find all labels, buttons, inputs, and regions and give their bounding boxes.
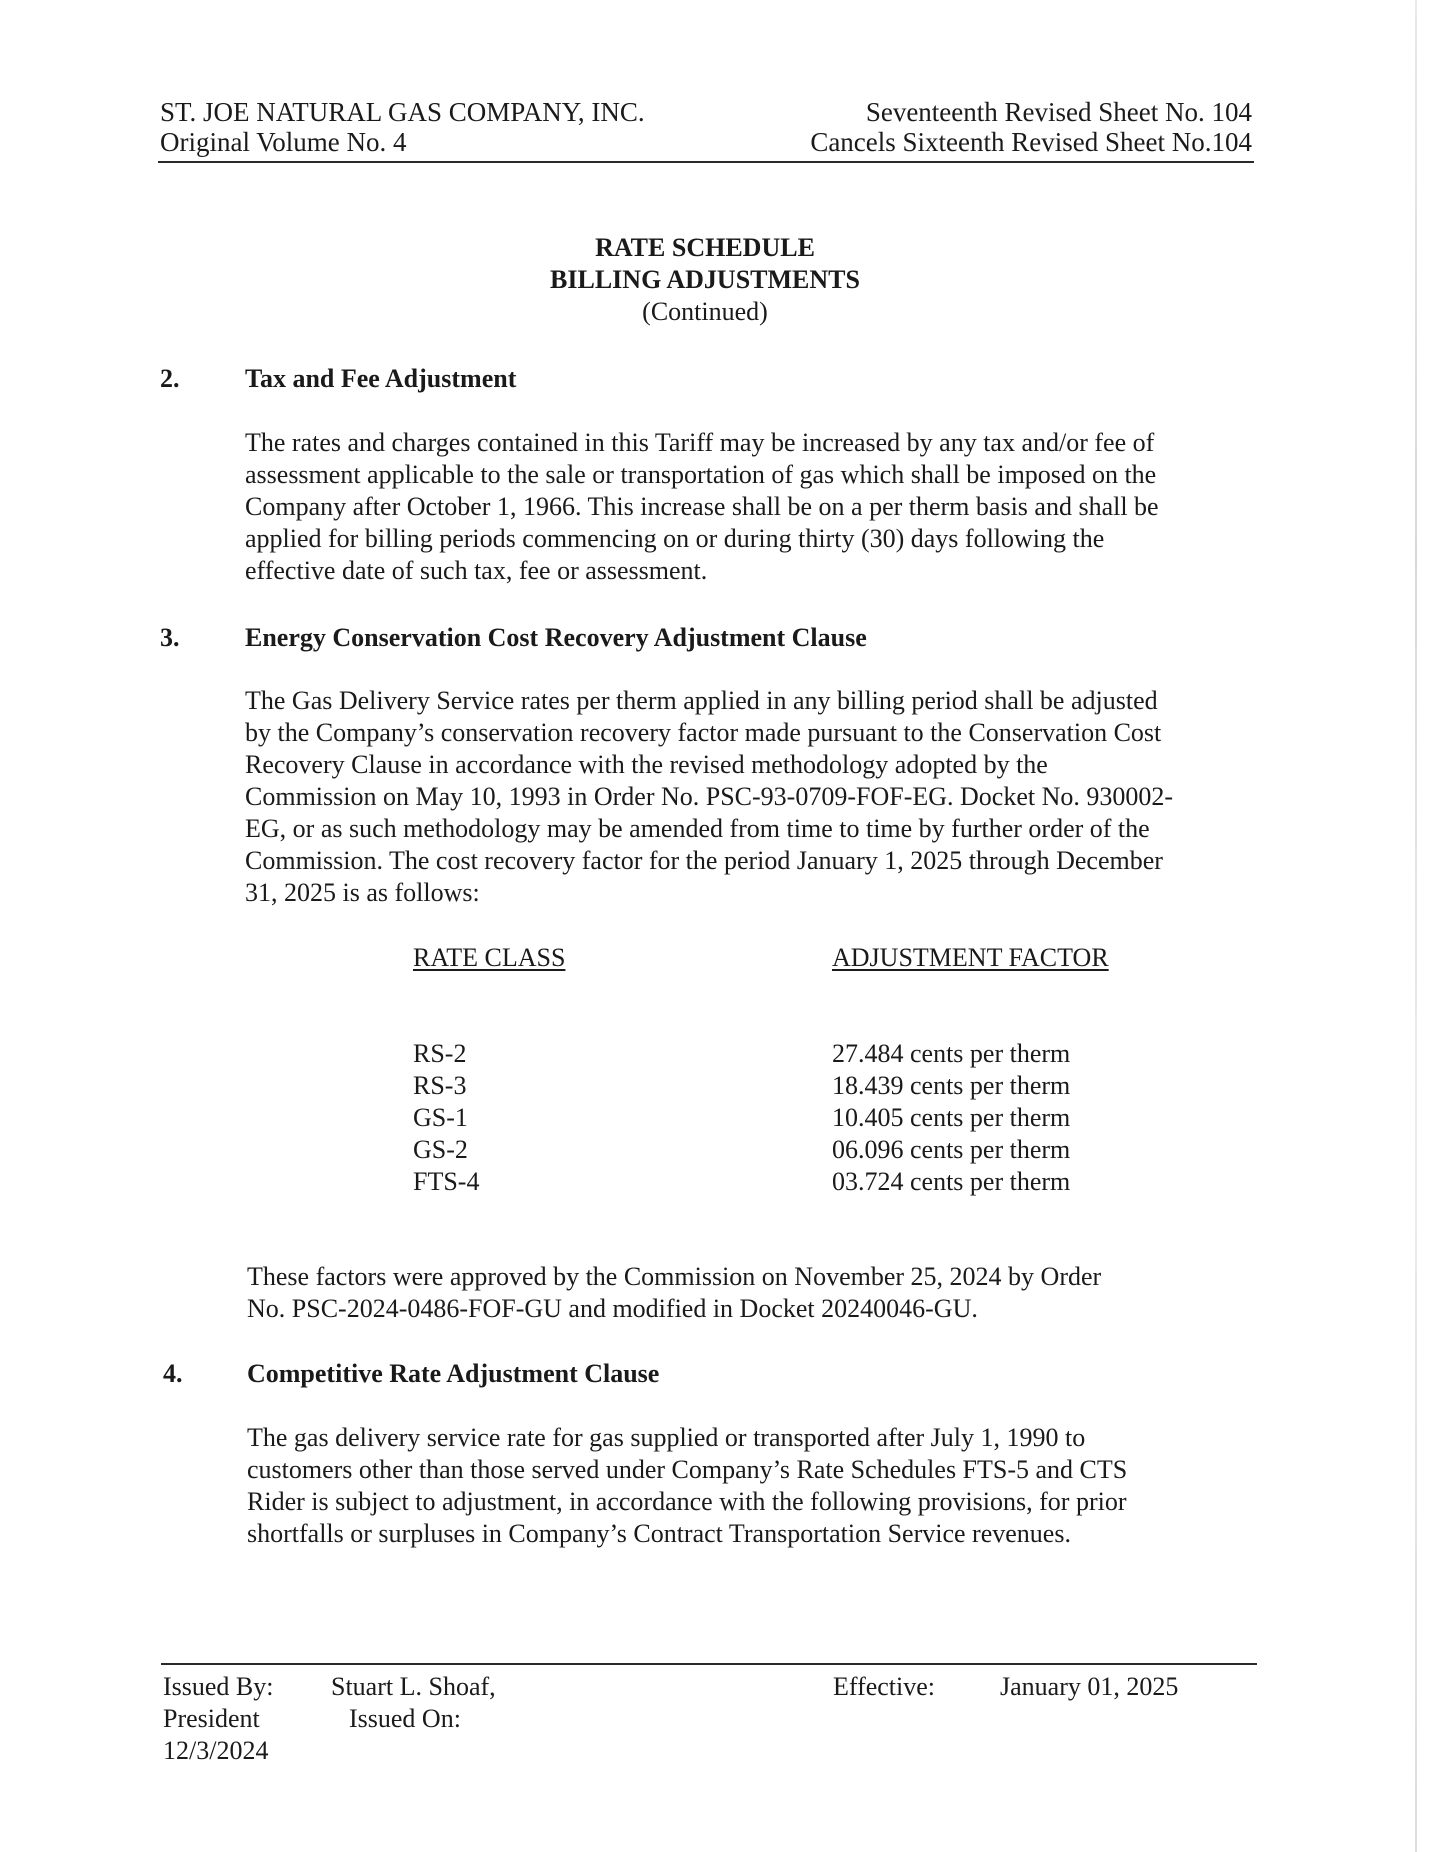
section-3-line: The Gas Delivery Service rates per therm applied in any billing period shall be adjusted xyxy=(245,686,1158,715)
effective-date: January 01, 2025 xyxy=(1000,1672,1179,1701)
section-2-line: Company after October 1, 1966. This increase shall be on a per therm basis and shall be xyxy=(245,492,1159,521)
section-3-body xyxy=(245,685,1173,909)
rate-class-header: RATE CLASS xyxy=(413,943,566,972)
section-2-line: assessment applicable to the sale or transportation of gas which shall be imposed on the xyxy=(245,460,1157,489)
cancels-sheet: Cancels Sixteenth Revised Sheet No.104 xyxy=(810,127,1252,157)
issued-by-label: Issued By: xyxy=(163,1672,274,1701)
section-3-line: Recovery Clause in accordance with the revised methodology adopted by the xyxy=(245,750,1048,779)
title-billing-adjustments: BILLING ADJUSTMENTS xyxy=(550,265,860,294)
volume-number: Original Volume No. 4 xyxy=(160,127,407,157)
section-2-heading: Tax and Fee Adjustment xyxy=(245,364,517,393)
section-4-line: shortfalls or surpluses in Company’s Contract Transportation Service revenues. xyxy=(247,1519,1071,1548)
adjustment-factor-cell: 03.724 cents per therm xyxy=(832,1167,1071,1196)
approval-note xyxy=(247,1261,1101,1325)
approval-line: These factors were approved by the Commission on November 25, 2024 by Order xyxy=(247,1262,1102,1291)
section-4-number: 4. xyxy=(163,1359,183,1388)
rate-class-cell: GS-2 xyxy=(413,1135,468,1164)
header-rule xyxy=(158,161,1254,163)
section-4-line: The gas delivery service rate for gas supplied or transported after July 1, 1990 to xyxy=(247,1423,1086,1452)
title-continued: (Continued) xyxy=(642,297,768,326)
section-3-line: by the Company’s conservation recovery factor made pursuant to the Conservation Cost xyxy=(245,718,1162,747)
section-2-body xyxy=(245,427,1159,587)
adjustment-factor-cell: 06.096 cents per therm xyxy=(832,1135,1071,1164)
effective-label: Effective: xyxy=(833,1672,936,1701)
approval-line: No. PSC-2024-0486-FOF-GU and modified in Docket 20240046-GU. xyxy=(247,1294,978,1323)
section-4-line: Rider is subject to adjustment, in accordance with the following provisions, for prior xyxy=(247,1487,1127,1516)
section-2-number: 2. xyxy=(160,364,180,393)
section-3-heading: Energy Conservation Cost Recovery Adjustment Clause xyxy=(245,623,867,652)
scan-edge-line xyxy=(1415,0,1417,1852)
section-3-line: EG, or as such methodology may be amended from time to time by further order of the xyxy=(245,814,1150,843)
rate-class-cell: FTS-4 xyxy=(413,1167,480,1196)
company-name: ST. JOE NATURAL GAS COMPANY, INC. xyxy=(160,97,645,127)
section-3-number: 3. xyxy=(160,623,180,652)
section-2-line: effective date of such tax, fee or assessment. xyxy=(245,556,708,585)
issuer-title: President xyxy=(163,1704,260,1733)
section-3-line: Commission on May 10, 1993 in Order No. PSC-93-0709-FOF-EG. Docket No. 930002- xyxy=(245,782,1174,811)
sheet-number: Seventeenth Revised Sheet No. 104 xyxy=(865,97,1252,127)
table-row xyxy=(413,1038,773,1070)
title-rate-schedule: RATE SCHEDULE xyxy=(595,233,815,262)
rate-class-cell: GS-1 xyxy=(413,1103,468,1132)
rate-class-cell: RS-2 xyxy=(413,1039,467,1068)
adjustment-factor-header: ADJUSTMENT FACTOR xyxy=(832,943,1109,972)
section-4-line: customers other than those served under Company’s Rate Schedules FTS-5 and CTS xyxy=(247,1455,1128,1484)
issued-by-name: Stuart L. Shoaf, xyxy=(331,1672,496,1701)
footer-rule xyxy=(161,1663,1257,1665)
rate-class-cell: RS-3 xyxy=(413,1071,467,1100)
adjustment-factor-cell: 10.405 cents per therm xyxy=(832,1103,1071,1132)
issued-date: 12/3/2024 xyxy=(163,1736,269,1765)
section-3-line: 31, 2025 is as follows: xyxy=(245,878,480,907)
section-4-body xyxy=(247,1422,1127,1550)
issued-on-label: Issued On: xyxy=(349,1704,461,1733)
section-2-line: applied for billing periods commencing on or during thirty (30) days following the xyxy=(245,524,1105,553)
adjustment-factor-cell: 18.439 cents per therm xyxy=(832,1071,1071,1100)
section-2-line: The rates and charges contained in this Tariff may be increased by any tax and/or fee of xyxy=(245,428,1155,457)
adjustment-factor-cell: 27.484 cents per therm xyxy=(832,1039,1071,1068)
section-4-heading: Competitive Rate Adjustment Clause xyxy=(247,1359,660,1388)
section-3-line: Commission. The cost recovery factor for the period January 1, 2025 through December xyxy=(245,846,1163,875)
